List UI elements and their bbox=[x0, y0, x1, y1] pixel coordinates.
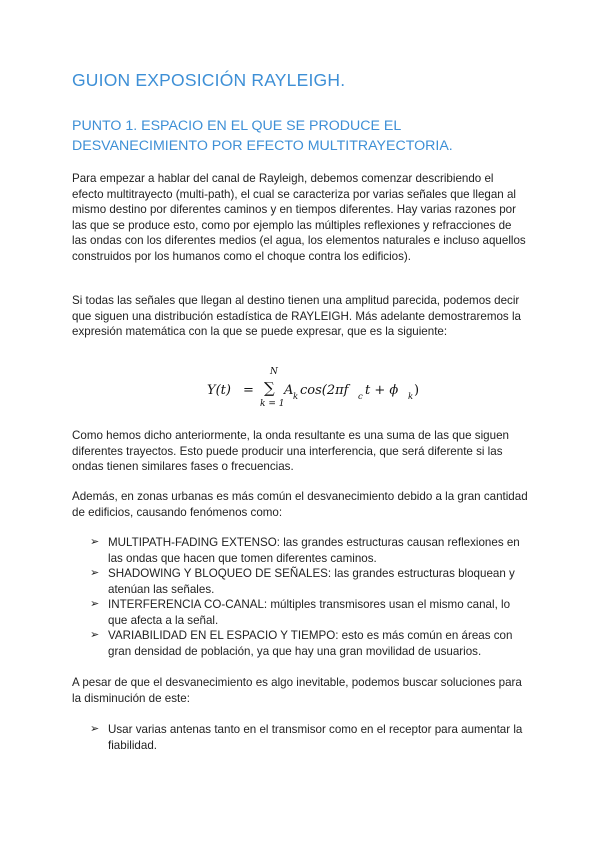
phenomenon-lead: MULTIPATH-FADING EXTENSO: bbox=[108, 536, 280, 549]
formula-sub-c: c bbox=[358, 392, 363, 402]
section-heading: PUNTO 1. ESPACIO EN EL QUE SE PRODUCE EL DESVANECIMIENTO POR EFECTO MULTITRAYECTORIA. bbox=[72, 118, 453, 154]
phenomenon-lead: SHADOWING Y BLOQUEO DE SEÑALES: bbox=[108, 567, 332, 580]
list-item bbox=[90, 628, 530, 659]
formula-close-paren: ) bbox=[414, 383, 420, 398]
bullet-arrow-icon: ➢ bbox=[90, 598, 100, 610]
formula-lower-limit: k = 1 bbox=[260, 399, 285, 409]
phenomena-list bbox=[90, 535, 530, 659]
bullet-arrow-icon: ➢ bbox=[90, 567, 100, 579]
formula-t-plus-phi: t + ϕ bbox=[365, 383, 399, 398]
list-item bbox=[90, 566, 530, 597]
list-item bbox=[90, 597, 530, 628]
paragraph-interference: Como hemos dicho anteriormente, la onda resultante es una suma de las que siguen diferentes trayectos. Esto puede producir una interferencia, que será diferente si las ondas tienen similares fases o frecuencias. bbox=[72, 429, 509, 473]
formula-sum-symbol: ∑ bbox=[264, 379, 275, 397]
paragraph-rayleigh: Si todas las señales que llegan al destino tienen una amplitud parecida, podemos decir que siguen una distribución estadística de RAYLEIGH. Más adelante demostraremos la expresión matemática con la que se puede expresar, que es la siguiente: bbox=[72, 294, 521, 338]
paragraph-solutions: A pesar de que el desvanecimiento es algo inevitable, podemos buscar soluciones para la disminución de este: bbox=[72, 676, 522, 705]
formula-equals: = bbox=[243, 383, 254, 398]
formula-upper-limit: N bbox=[270, 367, 278, 377]
formula-lhs: Y(t) bbox=[207, 383, 231, 398]
phenomenon-text: las grandes estructuras bloquean y atenúan las señales. bbox=[108, 567, 515, 596]
formula-term-a: A bbox=[284, 383, 294, 398]
list-item bbox=[90, 535, 530, 566]
phenomenon-lead: INTERFERENCIA CO-CANAL: bbox=[108, 598, 268, 611]
bullet-arrow-icon: ➢ bbox=[90, 629, 100, 641]
bullet-arrow-icon: ➢ bbox=[90, 723, 100, 735]
phenomenon-text: las grandes estructuras causan reflexiones en las ondas que hacen que tomen diferentes caminos. bbox=[108, 536, 520, 565]
phenomenon-text: esto es más común en áreas con gran densidad de población, ya que hay una gran movilidad de usuarios. bbox=[108, 629, 513, 658]
formula-sub-k2: k bbox=[408, 392, 414, 402]
solutions-list bbox=[90, 722, 530, 753]
formula-sub-k: k bbox=[293, 392, 299, 402]
rayleigh-formula bbox=[207, 367, 427, 415]
solution-text: Usar varias antenas tanto en el transmisor como en el receptor para aumentar la fiabilidad. bbox=[108, 723, 523, 752]
bullet-arrow-icon: ➢ bbox=[90, 536, 100, 548]
paragraph-intro: Para empezar a hablar del canal de Rayleigh, debemos comenzar describiendo el efecto multitrayecto (multi-path), el cual se caracteriza por varias señales que llegan al mismo destino por diferentes caminos y en tiempos diferentes. Hay varias razones por las que se produce esto, como por ejemplo las múltiples reflexiones y refracciones de las ondas con los diferentes medios (el agua, los elementos naturales e incluso aquellos construidos por los humanos como el choque contra los edificios). bbox=[72, 172, 526, 263]
phenomenon-lead: VARIABILIDAD EN EL ESPACIO Y TIEMPO: bbox=[108, 629, 339, 642]
formula-cos: cos(2πf bbox=[300, 383, 349, 398]
document-title: GUION EXPOSICIÓN RAYLEIGH. bbox=[72, 70, 346, 90]
list-item bbox=[90, 722, 530, 753]
paragraph-urban: Además, en zonas urbanas es más común el desvanecimiento debido a la gran cantidad de edificios, causando fenómenos como: bbox=[72, 490, 528, 519]
phenomenon-text: múltiples transmisores usan el mismo canal, lo que afecta a la señal. bbox=[108, 598, 511, 627]
